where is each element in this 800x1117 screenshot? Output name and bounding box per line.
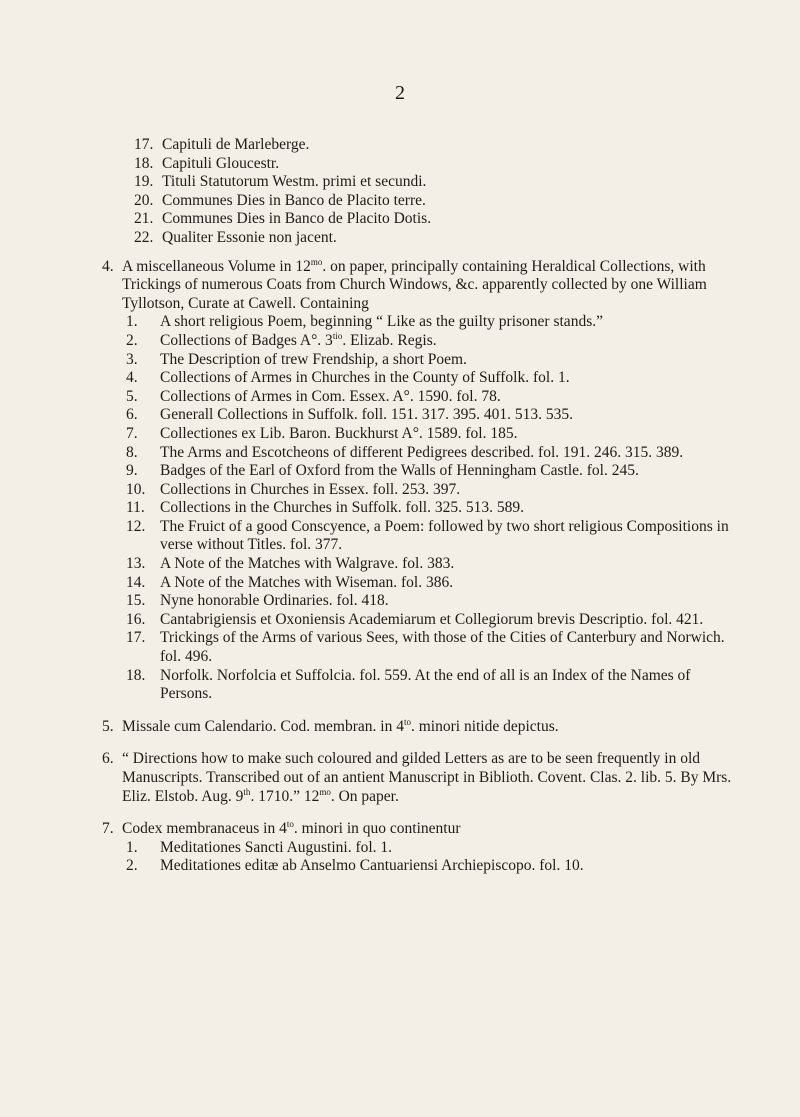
entry-4 xyxy=(102,258,734,704)
item-text: Collectiones ex Lib. Baron. Buckhurst A°. 1589. fol. 185. xyxy=(160,424,518,442)
list-item xyxy=(134,155,734,174)
item-text xyxy=(160,332,734,351)
item-number: 22. xyxy=(134,228,154,246)
entry-5 xyxy=(102,718,734,737)
item-text: Meditationes Sancti Augustini. fol. 1. xyxy=(160,838,393,856)
item-text: Cantabrigiensis et Oxoniensis Academiarum et Collegiorum brevis Descriptio. fol. 421. xyxy=(160,610,704,628)
superscript: to xyxy=(403,716,411,727)
item-text-part: . Elizab. Regis. xyxy=(342,331,437,349)
entry-text: . on paper, principally containing Heraldical Collections, with Trickings of numerous Coats from Church Windows, &c. apparently collected by one William Tyllotson, Curate at Cawell. Containing xyxy=(122,257,707,312)
list-item xyxy=(126,592,734,611)
superscript: to xyxy=(286,819,294,830)
list-item xyxy=(134,192,734,211)
item-number: 1. xyxy=(126,838,138,856)
list-item xyxy=(126,351,734,370)
list-item xyxy=(126,629,734,666)
superscript: mo xyxy=(319,786,331,797)
entry-6 xyxy=(102,750,734,806)
item-number: 7. xyxy=(126,424,138,442)
item-number: 17. xyxy=(126,629,146,647)
entry-text: . minori in quo continentur xyxy=(293,820,461,838)
item-text: Generall Collections in Suffolk. foll. 151. 317. 395. 401. 513. 535. xyxy=(160,406,574,424)
item-number: 6. xyxy=(126,406,138,424)
item-text: Collections in the Churches in Suffolk. foll. 325. 513. 589. xyxy=(160,499,524,517)
item-number: 14. xyxy=(126,573,146,591)
item-number: 21. xyxy=(134,210,154,228)
item-text: A Note of the Matches with Walgrave. fol. 383. xyxy=(160,555,455,573)
entry-description xyxy=(122,820,734,839)
item-number: 5. xyxy=(126,387,138,405)
list-item xyxy=(126,332,734,351)
list-item xyxy=(126,313,734,332)
list-item xyxy=(126,462,734,481)
item-text: Capituli Gloucestr. xyxy=(162,154,280,172)
item-text: Communes Dies in Banco de Placito Dotis. xyxy=(162,210,432,228)
item-text-part: Collections of Badges A°. 3 xyxy=(160,331,333,349)
item-number: 20. xyxy=(134,191,154,209)
list-item xyxy=(134,229,734,248)
list-item xyxy=(126,481,734,500)
entry-body xyxy=(122,258,734,704)
list-item xyxy=(134,136,734,155)
entry-text: Codex membranaceus in 4 xyxy=(122,820,287,838)
superscript: mo xyxy=(310,256,323,267)
item-text: Meditationes editæ ab Anselmo Cantuariensi Archiepiscopo. fol. 10. xyxy=(160,857,584,875)
item-text: Collections of Armes in Churches in the County of Suffolk. fol. 1. xyxy=(160,369,570,387)
entry-description xyxy=(122,750,734,806)
list-item xyxy=(126,425,734,444)
list-item xyxy=(126,857,734,876)
item-text: Qualiter Essonie non jacent. xyxy=(162,228,337,246)
list-item xyxy=(126,611,734,630)
list-item xyxy=(126,499,734,518)
item-text: The Arms and Escotcheons of different Pedigrees described. fol. 191. 246. 315. 389. xyxy=(160,443,684,461)
list-item xyxy=(126,574,734,593)
item-number: 4. xyxy=(126,369,138,387)
item-number: 19. xyxy=(134,173,154,191)
entry-number: 5. xyxy=(102,717,114,735)
item-number: 15. xyxy=(126,592,146,610)
entry-text: . minori nitide depictus. xyxy=(410,717,559,735)
item-number: 12. xyxy=(126,517,146,535)
item-number: 11. xyxy=(126,499,145,517)
entry-text: . On paper. xyxy=(330,787,399,805)
item-text: Badges of the Earl of Oxford from the Walls of Henningham Castle. fol. 245. xyxy=(160,462,639,480)
list-item xyxy=(126,406,734,425)
contents-list xyxy=(126,313,734,703)
list-item xyxy=(134,173,734,192)
contents-list xyxy=(126,839,734,876)
item-text: Collections of Armes in Com. Essex. A°. 1590. fol. 78. xyxy=(160,387,501,405)
item-text: Trickings of the Arms of various Sees, with those of the Cities of Canterbury and Norwich. fol. 496. xyxy=(160,629,725,666)
entry-description xyxy=(122,258,734,314)
entry-7 xyxy=(102,820,734,876)
item-text: Collections in Churches in Essex. foll. 253. 397. xyxy=(160,480,461,498)
item-text: Norfolk. Norfolcia et Suffolcia. fol. 559. At the end of all is an Index of the Names of Persons. xyxy=(160,666,691,703)
item-number: 2. xyxy=(126,331,138,349)
item-number: 8. xyxy=(126,443,138,461)
list-item xyxy=(126,388,734,407)
item-number: 18. xyxy=(126,666,146,684)
item-text: A short religious Poem, beginning “ Like as the guilty prisoner stands.” xyxy=(160,313,603,331)
item-number: 3. xyxy=(126,350,138,368)
entry-number: 6. xyxy=(102,750,114,768)
list-item xyxy=(126,518,734,555)
continued-item-list xyxy=(134,136,734,248)
entry-description xyxy=(122,718,734,737)
item-text: Tituli Statutorum Westm. primi et secundi. xyxy=(162,173,427,191)
list-item xyxy=(134,210,734,229)
entry-number: 4. xyxy=(102,257,114,275)
item-number: 18. xyxy=(134,154,154,172)
item-text: A Note of the Matches with Wiseman. fol. 386. xyxy=(160,573,454,591)
item-number: 13. xyxy=(126,555,146,573)
item-number: 10. xyxy=(126,480,146,498)
page-number: 2 xyxy=(395,82,405,104)
entry-body xyxy=(122,820,734,876)
item-number: 2. xyxy=(126,857,138,875)
entry-text: “ Directions how to make such coloured and gilded Letters as are to be seen frequently in old Manuscripts. Transcribed out of an antient Manuscript in Biblioth. Covent. Clas. 2. lib. 5. By Mrs. Eliz. Elstob. Aug. 9 xyxy=(122,750,732,805)
item-number: 17. xyxy=(134,136,154,153)
item-text: Communes Dies in Banco de Placito terre. xyxy=(162,191,426,209)
list-item xyxy=(126,555,734,574)
superscript: tio xyxy=(332,330,343,341)
item-text: Capituli de Marleberge. xyxy=(162,136,310,153)
entry-text: Missale cum Calendario. Cod. membran. in 4 xyxy=(122,717,404,735)
item-text: The Description of trew Frendship, a short Poem. xyxy=(160,350,467,368)
list-item xyxy=(126,444,734,463)
list-item xyxy=(126,667,734,704)
item-text: The Fruict of a good Conscyence, a Poem: followed by two short religious Compositions in verse without Titles. fol. 377. xyxy=(160,517,729,554)
catalogue-text xyxy=(102,136,734,876)
item-number: 16. xyxy=(126,610,146,628)
list-item xyxy=(126,839,734,858)
item-text: Nyne honorable Ordinaries. fol. 418. xyxy=(160,592,389,610)
entry-text: . 1710.” 12 xyxy=(250,787,320,805)
item-number: 1. xyxy=(126,313,138,331)
entry-text: A miscellaneous Volume in 12 xyxy=(122,257,311,275)
superscript: th xyxy=(243,786,251,797)
item-number: 9. xyxy=(126,462,138,480)
entry-number: 7. xyxy=(102,820,114,838)
list-item xyxy=(126,369,734,388)
